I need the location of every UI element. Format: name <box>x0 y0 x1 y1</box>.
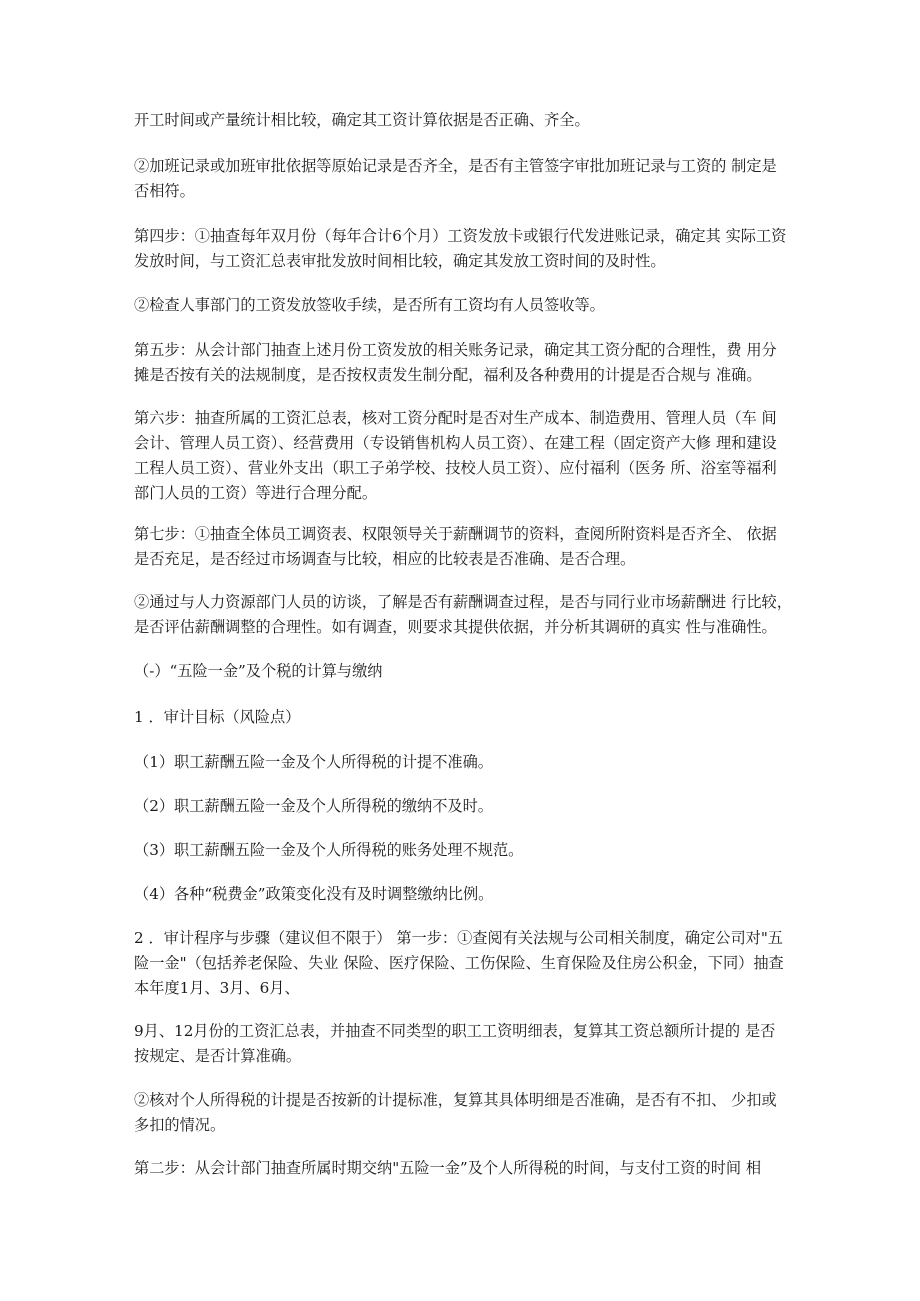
list-item-2: （2）职工薪酬五险一金及个人所得税的缴纳不及时。 <box>134 797 493 815</box>
paragraph-6: 第六步：抽查所属的工资汇总表，核对工资分配时是否对生产成本、制造费用、管理人员（车 间会计、管理人员工资）、经营费用（专设销售机构人员工资）、在建工程（固定资产大修 理和建设工程人员工资）、营业外支出（职工子弟学校、技校人员工资）、应付福利（医务 所、浴室等福利部门人员的工资）等进行合理分配。 <box>134 409 777 502</box>
section-heading: （-）“五险一金”及个税的计算与缴纳 <box>134 662 383 680</box>
paragraph-11: ②核对个人所得税的计提是否按新的计提标准，复算其具体明细是否准确，是否有不扣、 少扣或多扣的情况。 <box>134 1091 777 1134</box>
paragraph-2: ②加班记录或加班审批依据等原始记录是否齐全，是否有主管签字审批加班记录与工资的 制定是否相符。 <box>134 157 777 200</box>
list-item-4: （4）各种“税费金”政策变化没有及时调整缴纳比例。 <box>134 885 494 903</box>
paragraph-4: ②检查人事部门的工资发放签收手续，是否所有工资均有人员签收等。 <box>134 296 605 314</box>
list-item-1: （1）职工薪酬五险一金及个人所得税的计提不准确。 <box>134 753 493 771</box>
list-item-3: （3）职工薪酬五险一金及个人所得税的账务处理不规范。 <box>134 841 524 859</box>
paragraph-1: 开工时间或产量统计相比较，确定其工资计算依据是否正确、齐全。 <box>134 111 590 129</box>
paragraph-8: ②通过与人力资源部门人员的访谈，了解是否有薪酬调查过程，是否与同行业市场薪酬进 行比较，是否评估薪酬调整的合理性。如有调查，则要求其提供依据，并分析其调研的真实 性与准确性。 <box>134 593 792 636</box>
paragraph-10: 9月、12月份的工资汇总表，并抽查不同类型的职工工资明细表，复算其工资总额所计提的 是否按规定、是否计算准确。 <box>134 1022 776 1065</box>
subsection-heading-1: 1 ．审计目标（风险点） <box>134 708 301 726</box>
paragraph-9: 2 ．审计程序与步骤（建议但不限于） 第一步：①查阅有关法规与公司相关制度，确定公司对"五险一金"（包括养老保险、失业 保险、医疗保险、工伤保险、生育保险及住房公积金，下同）抽查本年度1月、3月、6月、 <box>134 929 784 997</box>
paragraph-5: 第五步：从会计部门抽查上述月份工资发放的相关账务记录，确定其工资分配的合理性，费 用分摊是否按有关的法规制度，是否按权责发生制分配，福利及各种费用的计提是否合规与 准确。 <box>134 341 777 384</box>
paragraph-7: 第七步：①抽查全体员工调资表、权限领导关于薪酬调节的资料，查阅所附资料是否齐全、 依据是否充足，是否经过市场调查与比较，相应的比较表是否准确、是否合理。 <box>134 525 777 568</box>
paragraph-3: 第四步：①抽查每年双月份（每年合计6个月）工资发放卡或银行代发进账记录，确定其 实际工资发放时间，与工资汇总表审批发放时间相比较，确定其发放工资时间的及时性。 <box>134 227 787 270</box>
paragraph-12: 第二步：从会计部门抽查所属时期交纳"五险一金”及个人所得税的时间，与支付工资的时间 相 <box>134 1159 762 1177</box>
